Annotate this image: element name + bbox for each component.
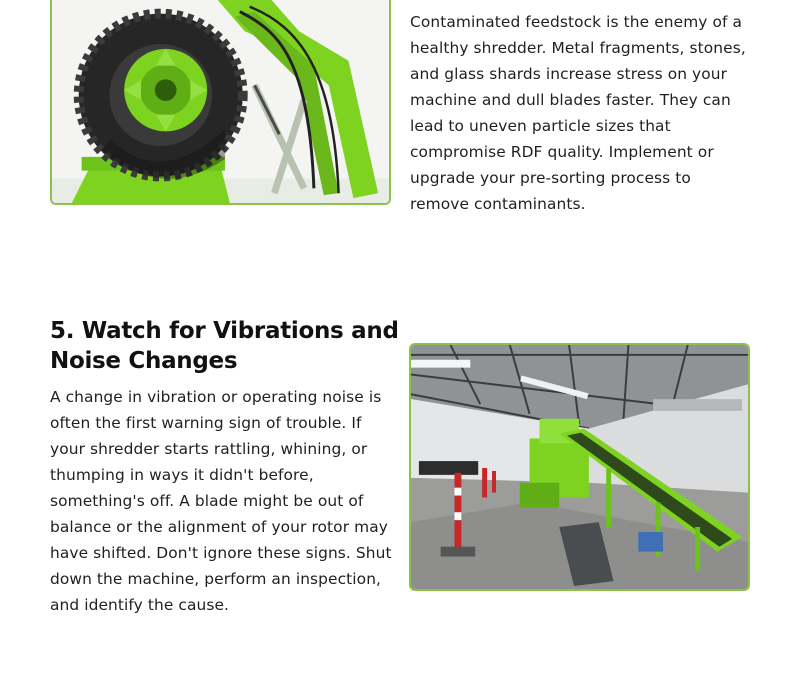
conveyor-warehouse-image [409,343,750,591]
tire-shredder-illustration [52,0,389,203]
vibrations-paragraph: A change in vibration or operating noise is often the first warning sign of trouble. If your shredder starts rattling, whining, or thumping in ways it didn't before, something's off. A blade might be out of balance or the alignment of your rotor may have shifted. Don't ignore these signs. Shut down the machine, perform an inspection, and identify the cause. [50,388,392,614]
section-heading-vibrations: 5. Watch for Vibrations and Noise Changes [50,318,399,374]
tire-shredder-image [50,0,391,205]
contaminated-feedstock-paragraph: Contaminated feedstock is the enemy of a healthy shredder. Metal fragments, stones, and glass shards increase stress on your machine and dull blades faster. They can lead to uneven particle sizes that compromise RDF quality. Implement or upgrade your pre-sorting process to remove contaminants. [410,13,746,213]
conveyor-warehouse-illustration [411,345,748,589]
